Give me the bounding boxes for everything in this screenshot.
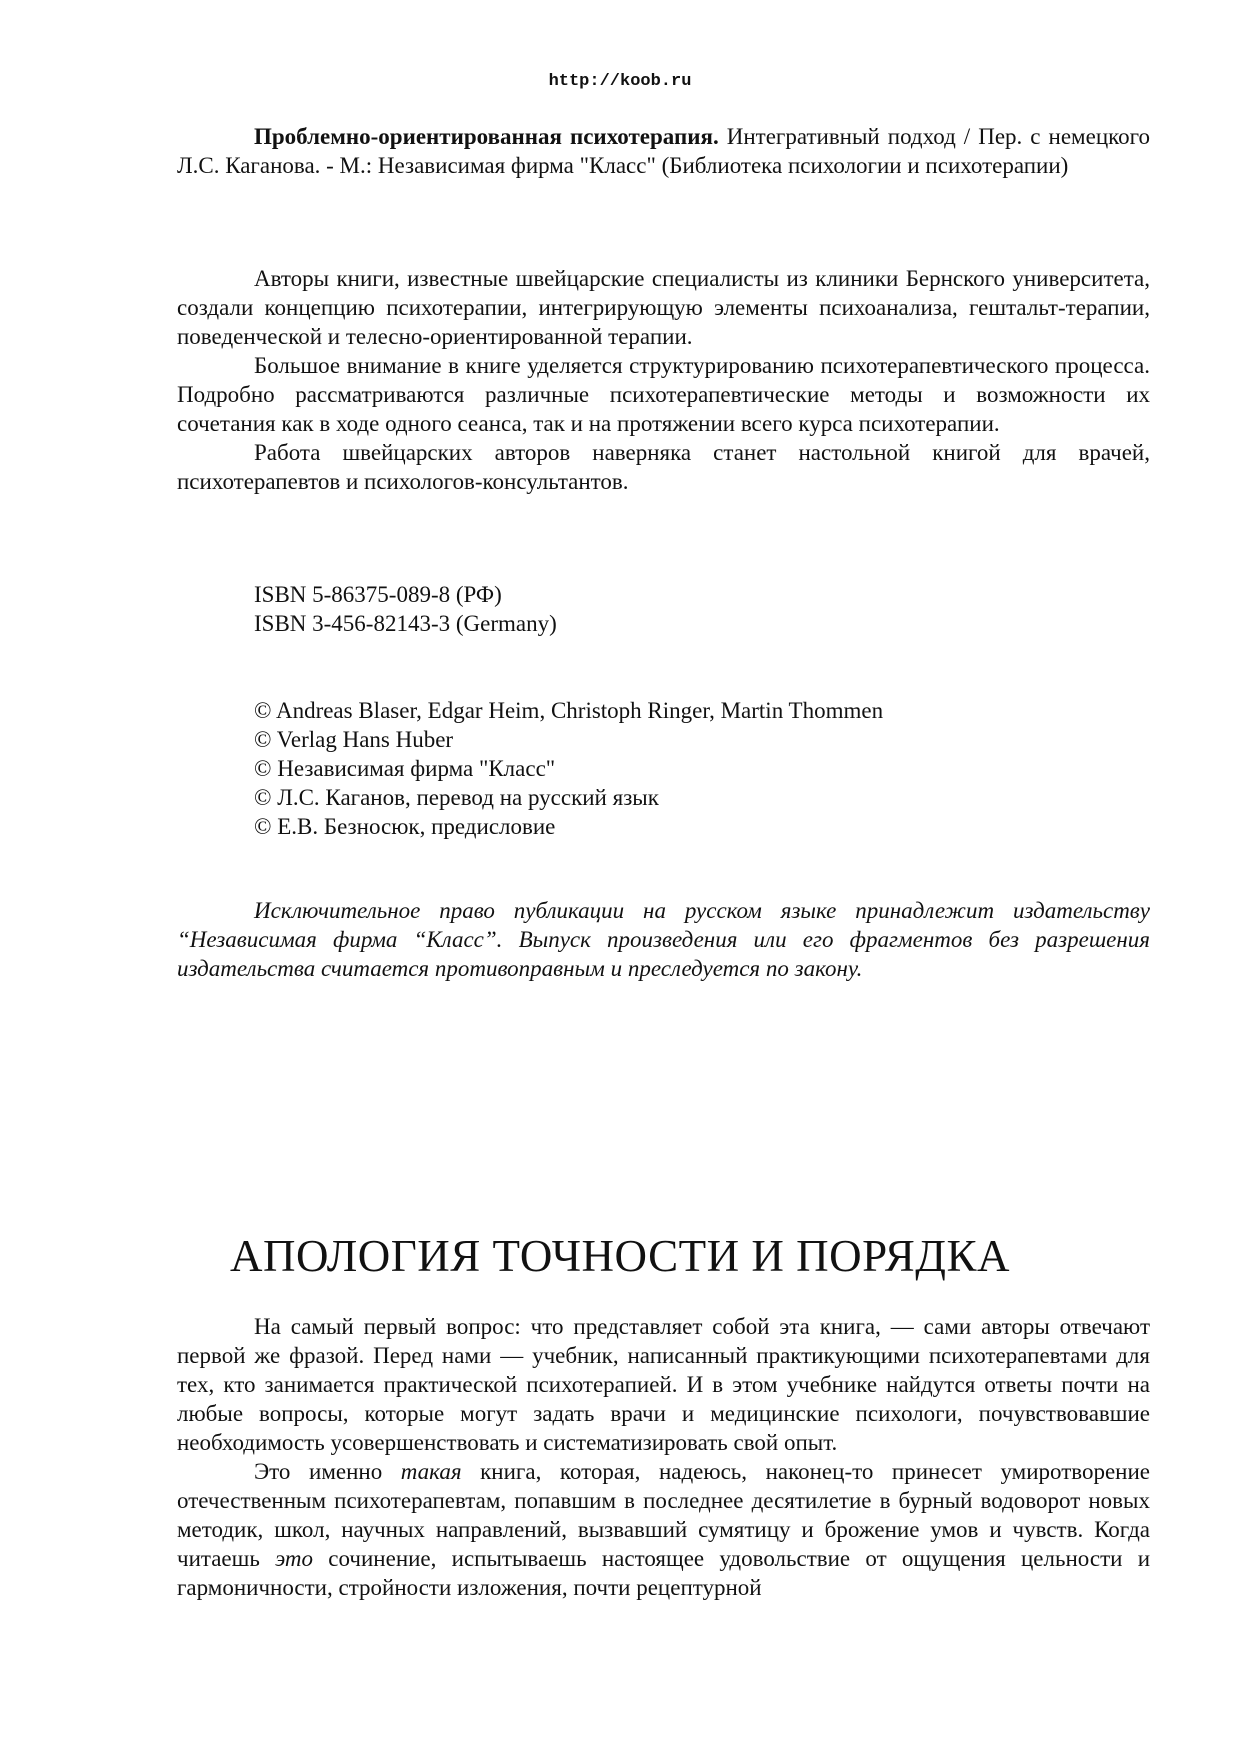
- copyright-line: © Независимая фирма "Класс": [254, 756, 556, 781]
- copyright-line: © Е.В. Безносюк, предисловие: [254, 814, 556, 839]
- bibliographic-record: [177, 122, 1150, 180]
- chapter-body: [177, 1312, 1150, 1602]
- isbn-block: [254, 580, 557, 638]
- header-url: http://koob.ru: [548, 72, 692, 91]
- copyright-block: [254, 696, 883, 841]
- emphasis: это: [275, 1546, 314, 1571]
- book-title: Проблемно-ориентированная психотерапия.: [254, 124, 719, 149]
- annotation-paragraph: Работа швейцарских авторов наверняка станет настольной книгой для врачей, психотерапевтов и психологов-консультантов.: [177, 440, 1150, 494]
- copyright-line: © Andreas Blaser, Edgar Heim, Christoph Ringer, Martin Thommen: [254, 698, 884, 723]
- rights-notice: [177, 896, 1150, 983]
- isbn-line: ISBN 3-456-82143-3 (Germany): [254, 611, 557, 636]
- bibliographic-paragraph: [177, 122, 1150, 180]
- body-text-segment: сочинение, испытываешь настоящее удовольствие от ощущения цельности и гармоничности, стройности изложения, почти рецептурной: [177, 1546, 1150, 1600]
- body-paragraph: [177, 1457, 1150, 1602]
- annotation: [177, 264, 1150, 496]
- annotation-paragraph: Большое внимание в книге уделяется структурированию психотерапевтического процесса. Подробно рассматриваются различные психотерапевтические методы и возможности их сочетания как в ходе одного сеанса, так и на протяжении всего курса психотерапии.: [177, 353, 1150, 436]
- chapter-title: АПОЛОГИЯ ТОЧНОСТИ И ПОРЯДКА: [229, 1231, 1011, 1281]
- isbn-line: ISBN 5-86375-089-8 (РФ): [254, 582, 502, 607]
- copyright-line: © Verlag Hans Huber: [254, 727, 454, 752]
- annotation-paragraph: Авторы книги, известные швейцарские специалисты из клиники Бернского университета, создали концепцию психотерапии, интегрирующую элементы психоанализа, гештальт-терапии, поведенческой и телесно-ориентированной терапии.: [177, 266, 1150, 349]
- body-text-segment: книга, которая, надеюсь, наконец-то принесет умиротворение отечественным психотерапевтам, попавшим в последнее десятилетие в бурный водоворот новых методик, школ, научных направлений, вызвавший сумятицу и брожение умов и чувств. Когда читаешь: [177, 1459, 1150, 1571]
- bibliographic-details: Интегративный подход / Пер. с немецкого Л.С. Каганова. - М.: Независимая фирма "Класс" (Библиотека психологии и психотерапии): [177, 124, 1151, 178]
- rights-notice-text: Исключительное право публикации на русском языке принадлежит издательству “Независимая фирма “Класс”. Выпуск произведения или его фрагментов без разрешения издательства считается противоправным и преследуется по закону.: [177, 898, 1150, 981]
- body-text-segment: Это именно: [254, 1459, 401, 1484]
- emphasis: такая: [400, 1459, 462, 1484]
- body-paragraph: На самый первый вопрос: что представляет собой эта книга, — сами авторы отвечают первой же фразой. Перед нами — учебник, написанный практикующими психотерапевтами для тех, кто занимается практической психотерапией. И в этом учебнике найдутся ответы почти на любые вопросы, которые могут задать врачи и медицинские психологи, почувствовавшие необходимость усовершенствовать и систематизировать свой опыт.: [177, 1314, 1150, 1455]
- copyright-line: © Л.С. Каганов, перевод на русский язык: [254, 785, 659, 810]
